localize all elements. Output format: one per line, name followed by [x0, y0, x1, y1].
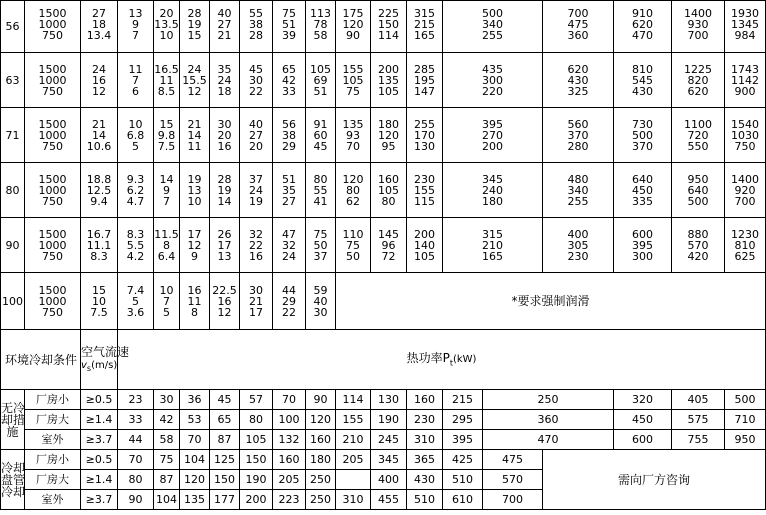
- value-cell: 87: [154, 470, 180, 490]
- value-cell: 177: [210, 490, 240, 510]
- value-cell: 47 32 24: [273, 218, 306, 273]
- value-cell: 430: [407, 470, 443, 490]
- value-cell: 13 9 7: [118, 1, 154, 53]
- value-cell: 120: [180, 470, 210, 490]
- air-speed-cell: ≥0.5: [81, 450, 118, 470]
- value-cell: 70: [273, 390, 306, 410]
- value-cell: 500 340 255: [443, 1, 543, 53]
- value-cell: 21 14 10.6: [81, 108, 118, 163]
- value-cell: 360: [483, 410, 614, 430]
- air-speed-cell: ≥3.7: [81, 430, 118, 450]
- air-speed-label: 空气流速: [81, 345, 130, 359]
- value-cell: 27 18 13.4: [81, 1, 118, 53]
- value-cell: 600 395 300: [614, 218, 672, 273]
- value-cell: 230 155 115: [407, 163, 443, 218]
- coil-cooling-group-label: 冷却 盘管 冷却: [1, 450, 25, 510]
- value-cell: 90: [118, 490, 154, 510]
- value-cell: 180: [306, 450, 336, 470]
- value-cell: 810 545 430: [614, 53, 672, 108]
- value-cell: 58: [154, 430, 180, 450]
- value-cell: 910 620 470: [614, 1, 672, 53]
- value-cell: 700 475 360: [543, 1, 614, 53]
- size-row: [1, 53, 766, 108]
- value-cell: 400 305 230: [543, 218, 614, 273]
- value-cell: 395 270 200: [443, 108, 543, 163]
- condition-row: [1, 410, 766, 430]
- value-cell: 57: [240, 390, 273, 410]
- value-cell: 20 13.5 10: [154, 1, 180, 53]
- value-cell: 28 19 15: [180, 1, 210, 53]
- value-cell: 405: [672, 390, 725, 410]
- value-cell: 365: [407, 450, 443, 470]
- value-cell: 395: [443, 430, 483, 450]
- value-cell: 80: [118, 470, 154, 490]
- value-cell: 30 20 16: [210, 108, 240, 163]
- air-speed-cell: ≥1.4: [81, 410, 118, 430]
- environment-cell: 室外: [25, 490, 81, 510]
- size-row: [1, 1, 766, 53]
- value-cell: 8.3 5.5 4.2: [118, 218, 154, 273]
- value-cell: 1930 1345 984: [725, 1, 766, 53]
- value-cell: 205: [273, 470, 306, 490]
- value-cell: 250: [306, 490, 336, 510]
- value-cell: 425: [443, 450, 483, 470]
- speed-cell: 1500 1000 750: [25, 53, 81, 108]
- value-cell: 455: [371, 490, 407, 510]
- value-cell: 11 7 6: [118, 53, 154, 108]
- value-cell: 950: [725, 430, 766, 450]
- value-cell: 42: [154, 410, 180, 430]
- value-cell: 104: [180, 450, 210, 470]
- size-row: [1, 218, 766, 273]
- value-cell: 24 16 12: [81, 53, 118, 108]
- value-cell: 200 140 105: [407, 218, 443, 273]
- value-cell: 210: [336, 430, 371, 450]
- value-cell: 475: [483, 450, 543, 470]
- value-cell: 160: [273, 450, 306, 470]
- value-cell: 75: [154, 450, 180, 470]
- air-speed-cell: ≥3.7: [81, 490, 118, 510]
- value-cell: 23: [118, 390, 154, 410]
- value-cell: 33: [118, 410, 154, 430]
- value-cell: 16.7 11.1 8.3: [81, 218, 118, 273]
- value-cell: 44: [118, 430, 154, 450]
- value-cell: 500: [725, 390, 766, 410]
- value-cell: 315 210 165: [443, 218, 543, 273]
- value-cell: 44 29 22: [273, 273, 306, 330]
- size-cell: 80: [1, 163, 25, 218]
- air-speed-header: [81, 330, 130, 390]
- value-cell: 40 27 21: [210, 1, 240, 53]
- value-cell: 435 300 220: [443, 53, 543, 108]
- value-cell: 880 570 420: [672, 218, 725, 273]
- environment-cell: 厂房大: [25, 470, 81, 490]
- value-cell: 45: [210, 390, 240, 410]
- value-cell: 104: [154, 490, 180, 510]
- size-cell: 71: [1, 108, 25, 163]
- condition-header-row: [1, 330, 766, 390]
- value-cell: 113 78 58: [306, 1, 336, 53]
- value-cell: 1540 1030 750: [725, 108, 766, 163]
- value-cell: 132: [273, 430, 306, 450]
- speed-cell: 1500 1000 750: [25, 273, 81, 330]
- value-cell: 26 17 13: [210, 218, 240, 273]
- value-cell: 755: [672, 430, 725, 450]
- value-cell: 80: [240, 410, 273, 430]
- size-row: [1, 163, 766, 218]
- environment-cell: 厂房大: [25, 410, 81, 430]
- value-cell: 105 69 51: [306, 53, 336, 108]
- value-cell: 87: [210, 430, 240, 450]
- value-cell: 40 27 20: [240, 108, 273, 163]
- air-speed-cell: ≥0.5: [81, 390, 118, 410]
- value-cell: 18.8 12.5 9.4: [81, 163, 118, 218]
- value-cell: 250: [306, 470, 336, 490]
- no-cooling-group-label: 无冷 却措 施: [1, 390, 25, 450]
- value-cell: 310: [407, 430, 443, 450]
- consult-manufacturer-note: 需向厂方咨询: [543, 450, 766, 510]
- thermal-power-header: 热功率$P_t(kW)$: [118, 330, 766, 390]
- value-cell: 37 24 19: [240, 163, 273, 218]
- value-cell: 120: [306, 410, 336, 430]
- condition-row: [1, 430, 766, 450]
- value-cell: 345 240 180: [443, 163, 543, 218]
- speed-cell: 1500 1000 750: [25, 108, 81, 163]
- value-cell: [336, 470, 371, 490]
- value-cell: 16 11 8: [180, 273, 210, 330]
- value-cell: 320: [614, 390, 672, 410]
- value-cell: 190: [240, 470, 273, 490]
- size-row: [1, 108, 766, 163]
- value-cell: 480 340 255: [543, 163, 614, 218]
- value-cell: 51 35 27: [273, 163, 306, 218]
- value-cell: 55 38 28: [240, 1, 273, 53]
- value-cell: 28 19 14: [210, 163, 240, 218]
- value-cell: 22.5 16 12: [210, 273, 240, 330]
- condition-row: [1, 390, 766, 410]
- value-cell: 125: [210, 450, 240, 470]
- value-cell: 295: [443, 410, 483, 430]
- value-cell: 110 75 50: [336, 218, 371, 273]
- air-speed-unit: $v_s(m/s)$: [81, 360, 118, 373]
- env-cooling-header: 环境冷却条件: [1, 330, 81, 390]
- value-cell: 310: [336, 490, 371, 510]
- value-cell: 14 9 7: [154, 163, 180, 218]
- air-speed-cell: ≥1.4: [81, 470, 118, 490]
- value-cell: 7.4 5 3.6: [118, 273, 154, 330]
- value-cell: 215: [443, 390, 483, 410]
- value-cell: 90: [306, 390, 336, 410]
- size-cell: 100: [1, 273, 25, 330]
- value-cell: 114: [336, 390, 371, 410]
- value-cell: 70: [180, 430, 210, 450]
- value-cell: 9.3 6.2 4.7: [118, 163, 154, 218]
- value-cell: 400: [371, 470, 407, 490]
- value-cell: 245: [371, 430, 407, 450]
- condition-row: [1, 450, 766, 470]
- value-cell: 30 21 17: [240, 273, 273, 330]
- value-cell: 175 120 90: [336, 1, 371, 53]
- value-cell: 155: [336, 410, 371, 430]
- value-cell: 1743 1142 900: [725, 53, 766, 108]
- value-cell: 16.5 11 8.5: [154, 53, 180, 108]
- value-cell: 21 14 11: [180, 108, 210, 163]
- value-cell: 160: [306, 430, 336, 450]
- value-cell: 32 22 16: [240, 218, 273, 273]
- value-cell: 17 12 9: [180, 218, 210, 273]
- value-cell: 255 170 130: [407, 108, 443, 163]
- value-cell: 135: [180, 490, 210, 510]
- value-cell: 80 55 41: [306, 163, 336, 218]
- environment-cell: 室外: [25, 430, 81, 450]
- value-cell: 150: [210, 470, 240, 490]
- value-cell: 10 6.8 5: [118, 108, 154, 163]
- value-cell: 36: [180, 390, 210, 410]
- size-row: [1, 273, 766, 330]
- value-cell: 35 24 18: [210, 53, 240, 108]
- environment-cell: 厂房小: [25, 450, 81, 470]
- value-cell: 53: [180, 410, 210, 430]
- value-cell: 620 430 325: [543, 53, 614, 108]
- value-cell: 160 105 80: [371, 163, 407, 218]
- value-cell: 59 40 30: [306, 273, 336, 330]
- value-cell: 710: [725, 410, 766, 430]
- value-cell: 15 10 7.5: [81, 273, 118, 330]
- environment-cell: 厂房小: [25, 390, 81, 410]
- value-cell: 65 42 33: [273, 53, 306, 108]
- value-cell: 30: [154, 390, 180, 410]
- value-cell: 24 15.5 12: [180, 53, 210, 108]
- size-cell: 63: [1, 53, 25, 108]
- value-cell: 150: [240, 450, 273, 470]
- value-cell: 285 195 147: [407, 53, 443, 108]
- value-cell: 1230 810 625: [725, 218, 766, 273]
- value-cell: 230: [407, 410, 443, 430]
- speed-cell: 1500 1000 750: [25, 218, 81, 273]
- value-cell: 610: [443, 490, 483, 510]
- value-cell: 950 640 500: [672, 163, 725, 218]
- value-cell: 575: [672, 410, 725, 430]
- value-cell: 223: [273, 490, 306, 510]
- value-cell: 45 30 22: [240, 53, 273, 108]
- size-cell: 56: [1, 1, 25, 53]
- value-cell: 345: [371, 450, 407, 470]
- value-cell: 91 60 45: [306, 108, 336, 163]
- value-cell: 200: [240, 490, 273, 510]
- value-cell: 75 50 37: [306, 218, 336, 273]
- value-cell: 315 215 165: [407, 1, 443, 53]
- value-cell: 65: [210, 410, 240, 430]
- value-cell: 70: [118, 450, 154, 470]
- value-cell: 205: [336, 450, 371, 470]
- value-cell: 1225 820 620: [672, 53, 725, 108]
- speed-cell: 1500 1000 750: [25, 1, 81, 53]
- value-cell: 11.5 8 6.4: [154, 218, 180, 273]
- value-cell: 180 120 95: [371, 108, 407, 163]
- value-cell: 450: [614, 410, 672, 430]
- forced-lubrication-note: *要求强制润滑: [336, 273, 766, 330]
- size-cell: 90: [1, 218, 25, 273]
- value-cell: 19 13 10: [180, 163, 210, 218]
- value-cell: 570: [483, 470, 543, 490]
- value-cell: 225 150 114: [371, 1, 407, 53]
- value-cell: 105: [240, 430, 273, 450]
- value-cell: 1400 920 700: [725, 163, 766, 218]
- value-cell: 730 500 370: [614, 108, 672, 163]
- value-cell: 120 80 62: [336, 163, 371, 218]
- value-cell: 190: [371, 410, 407, 430]
- value-cell: 75 51 39: [273, 1, 306, 53]
- value-cell: 135 93 70: [336, 108, 371, 163]
- value-cell: 160: [407, 390, 443, 410]
- value-cell: 100: [273, 410, 306, 430]
- value-cell: 510: [407, 490, 443, 510]
- value-cell: 56 38 29: [273, 108, 306, 163]
- value-cell: 155 105 75: [336, 53, 371, 108]
- value-cell: 560 370 280: [543, 108, 614, 163]
- value-cell: 10 7 5: [154, 273, 180, 330]
- value-cell: 15 9.8 7.5: [154, 108, 180, 163]
- value-cell: 510: [443, 470, 483, 490]
- value-cell: 470: [483, 430, 614, 450]
- value-cell: 1100 720 550: [672, 108, 725, 163]
- value-cell: 250: [483, 390, 614, 410]
- speed-cell: 1500 1000 750: [25, 163, 81, 218]
- value-cell: 145 96 72: [371, 218, 407, 273]
- value-cell: 600: [614, 430, 672, 450]
- value-cell: 1400 930 700: [672, 1, 725, 53]
- value-cell: 200 135 105: [371, 53, 407, 108]
- value-cell: 700: [483, 490, 543, 510]
- value-cell: 130: [371, 390, 407, 410]
- value-cell: 640 450 335: [614, 163, 672, 218]
